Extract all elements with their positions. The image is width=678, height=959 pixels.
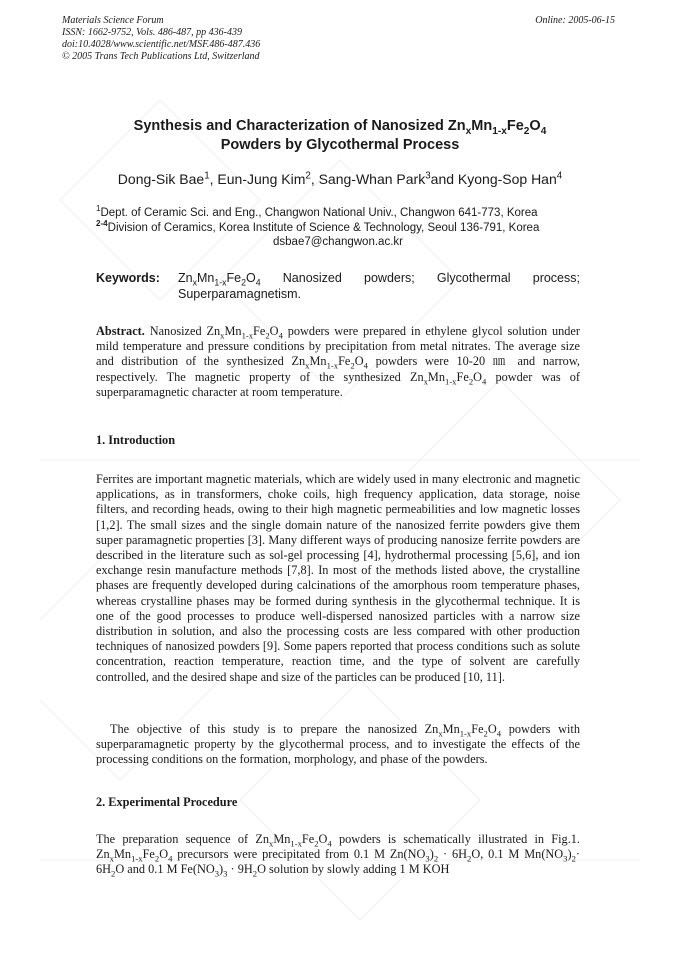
affiliation-1: $^1$Dept. of Ceramic Sci. and Eng., Changwon National Univ., Changwon 641-773, Korea — [96, 204, 538, 219]
online-date: Online: 2005-06-15 — [535, 15, 615, 26]
title-line-1: Synthesis and Characterization of Nanosized $Zn_xMn_{1-x}Fe_2O_4$ — [133, 118, 547, 137]
affiliations — [96, 206, 580, 250]
keywords-list: $Zn_xMn_{1-x}Fe_2O_4$ Nanosized powders; Glycothermal process; Superparamagnetism. — [178, 271, 580, 301]
issn-line: ISSN: 1662-9752, Vols. 486-487, pp 436-439 — [62, 27, 242, 38]
journal-name: Materials Science Forum — [62, 15, 164, 26]
experimental-paragraph: The preparation sequence of $Zn_xMn_{1-x}Fe_2O_4$ powders is schematically illustrated in Fig.1. $Zn_xMn_{1-x}Fe_2O_4$ precursors were precipitated from 0.1 M $Zn(NO_3)_2 \cdot 6H_2O$, 0.1 M $Mn(NO_3)_2\cdot 6H_2O$ and 0.1 M $Fe(NO_3)_3 \cdot 9H_2O$ solution by slowly adding 1 M KOH — [96, 832, 581, 879]
keywords-label: Keywords: — [96, 271, 160, 285]
abstract: Abstract. Nanosized $Zn_xMn_{1-x}Fe_2O_4$ powders were prepared in ethylene glycol solution under mild temperature and pressure conditions by precipitation from metal nitrates. The average size and distribution of the synthesized $Zn_xMn_{1-x}Fe_2O_4$ powders were 10-20 ㎚ and narrow, respectively. The magnetic property of the synthesized $Zn_xMn_{1-x}Fe_2O_4$ powder was of superparamagnetic character at room temperature. — [96, 324, 581, 399]
affiliation-2: $^{2-4}$Division of Ceramics, Korea Institute of Science & Technology, Seoul 136-791, Korea — [96, 218, 540, 234]
doi-link[interactable]: doi:10.4028/www.scientific.net/MSF.486-487.436 — [62, 39, 261, 50]
copyright-line: © 2005 Trans Tech Publications Ltd, Switzerland — [62, 51, 260, 62]
intro-paragraph-2: The objective of this study is to prepare the nanosized $Zn_xMn_{1-x}Fe_2O_4$ powders with superparamagnetic property by the glycothermal process, and to investigate the effects of the processing conditions on the formation, morphology, and phase of the powders. — [96, 722, 580, 767]
journal-header — [62, 15, 260, 63]
paper-title — [95, 117, 585, 155]
contact-email[interactable]: dsbae7@changwon.ac.kr — [273, 236, 403, 248]
section-heading-experimental: 2. Experimental Procedure — [96, 795, 238, 809]
keywords — [96, 270, 580, 302]
title-line-2: Powders by Glycothermal Process — [220, 137, 460, 153]
section-heading-introduction: 1. Introduction — [96, 433, 176, 447]
intro-paragraph-1: Ferrites are important magnetic materials, which are widely used in many electronic and magnetic applications, as in transformers, choke coils, high frequency application, data storage, noise filters, and recording heads, owing to their high magnetic permeabilities and low magnetic losses [1,2]. The small sizes and the single domain nature of the nanosized ferrite powders give them super paramagnetic properties [3]. Many different ways of producing nanosize ferrite powders are described in the literature such as sol-gel processing [4], hydrothermal processing [5,6], and ion exchange resin manufacture methods [7,8]. In most of the methods listed above, the crystalline phases are frequently developed during calcinations of the amorphous room temperature phases, whereas crystalline phases may be formed during synthesis in the glycothermal technique. It is one of the good processes to produce well-dispersed nanosized particles with a narrow size distribution in solution, and also the processing costs are less compared with other production techniques of nanosized powders [9]. Some papers reported that process conditions such as solute concentration, reaction temperature, reaction time, and the type of solvent are carefully controlled, and the desired shape and size of the particles can be produced [10, 11]. — [96, 472, 580, 684]
author-list: Dong-Sik Bae$^1$, Eun-Jung Kim$^2$, Sang-Whan Park$^3$and Kyong-Sop Han$^4$ — [117, 170, 563, 187]
